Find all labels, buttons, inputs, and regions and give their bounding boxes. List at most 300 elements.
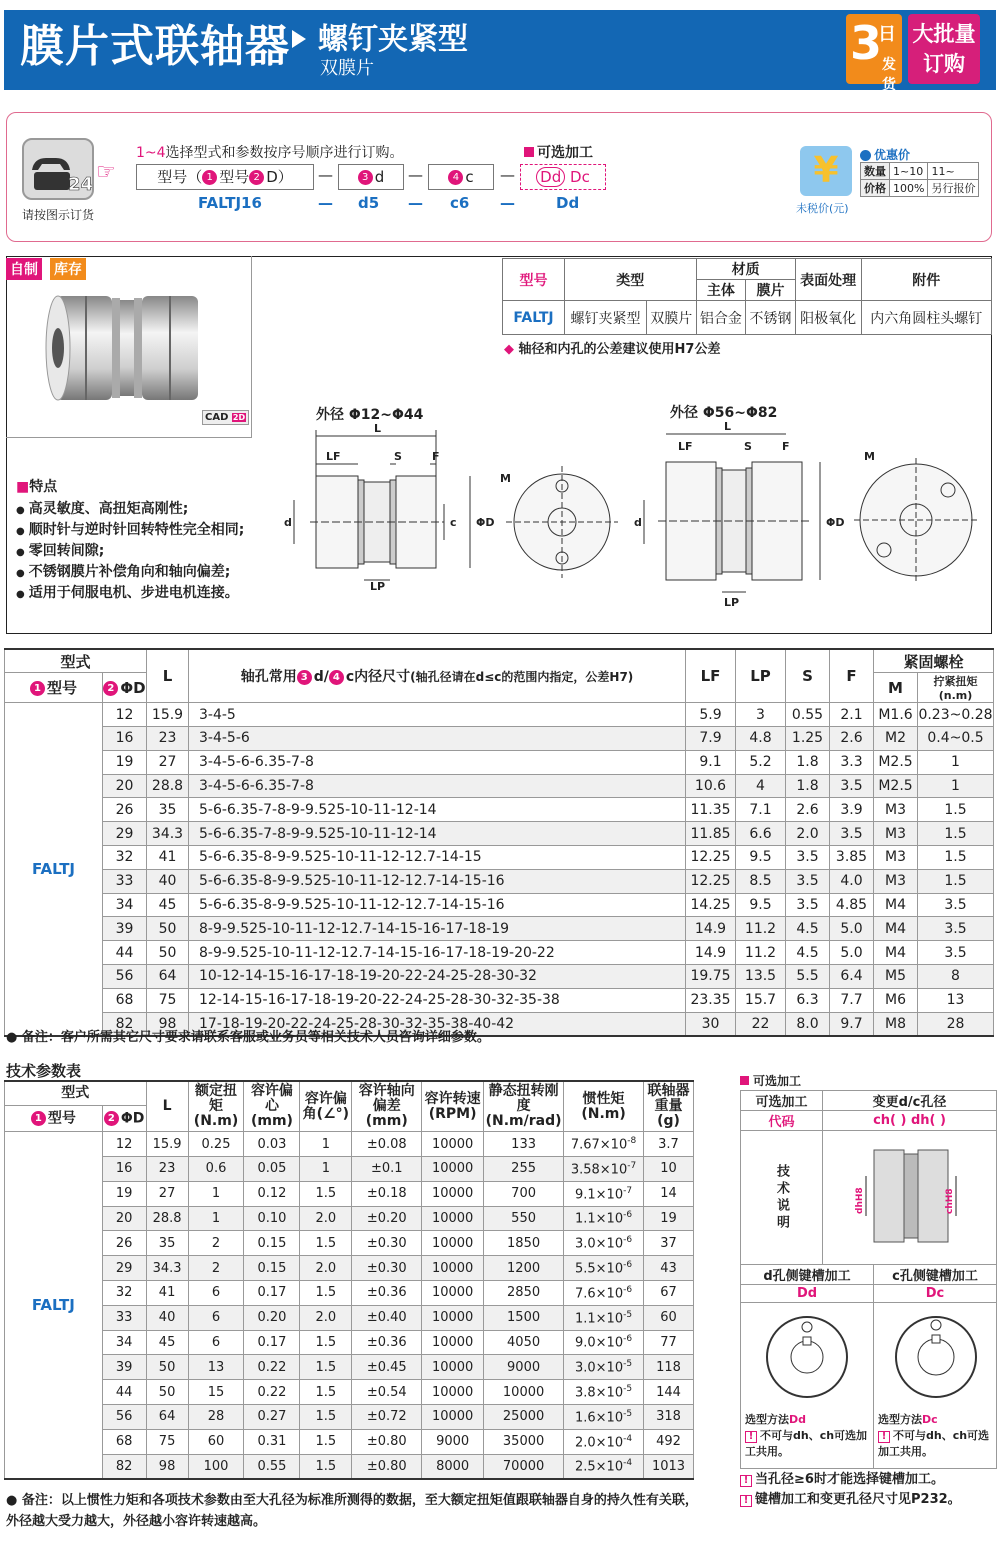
table-cell: 3-4-5 [189,703,686,727]
table-cell: 20 [103,774,147,798]
st-h-D [103,673,147,703]
drawing-large-title: 外径 Φ56~Φ82 [670,405,778,421]
warning-mark-icon: ! [745,1431,757,1443]
code-dash-1: — [318,194,333,212]
table-cell: 9.7 [830,1012,874,1036]
inertia-cell [564,1132,644,1157]
step-4-icon: 4 [448,170,463,185]
table-cell: 43 [644,1256,694,1281]
table-cell: 6 [188,1281,244,1306]
step-1-icon: 1 [31,1111,46,1126]
phone-24-icon [22,138,94,200]
warning-mark-icon: ! [740,1495,752,1507]
size-table-note: ● 备注：客户所需其它尺寸要求请联系客服或业务员等相关技术人员咨询详细参数。 [6,1030,490,1045]
opt-dc: Dc [570,168,590,186]
table-cell: 6.3 [786,988,830,1012]
table-cell: 1.5 [918,798,994,822]
price-title [860,146,910,163]
table-cell: 3.5 [918,941,994,965]
table-row [5,1380,694,1405]
features-title-text: 特点 [29,479,58,495]
code-dash-3: — [500,194,515,212]
ot-h-change: 变更d/c孔径 [823,1091,997,1111]
mt-film: 不锈钢 [746,301,796,335]
table-cell: 5-6-6.35-7-8-9-9.525-10-11-12-14 [189,822,686,846]
feature-item: ● 零回转间隙; [16,540,104,560]
table-cell: 33 [103,869,147,893]
table-cell: 5.0 [830,917,874,941]
table-cell: 16 [102,1157,146,1182]
step-2-icon: 2 [104,1111,119,1126]
inertia-exponent: -7 [627,1160,637,1171]
table-cell: 2 [188,1256,244,1281]
table-cell: 0.22 [244,1380,300,1405]
label-F-large: F [782,440,790,453]
table-cell: 19 [102,1181,146,1206]
table-cell: 11.35 [686,798,736,822]
st-h-form: 型式 [5,649,147,673]
table-cell: 1500 [484,1305,564,1330]
optional-table [740,1090,997,1469]
table-cell: 1.5 [300,1355,352,1380]
table-cell: 1.8 [786,750,830,774]
st-h-model [5,673,103,703]
inertia-exponent: -6 [623,1260,633,1271]
table-cell: 7.9 [686,727,736,751]
ot-tech-label: 技术说明 [741,1131,823,1265]
table-cell: 4.5 [786,917,830,941]
order-box-model [136,164,314,190]
inertia-cell [564,1405,644,1430]
table-cell: 5.2 [736,750,786,774]
ot-c-key: c孔侧键槽加工 [874,1265,997,1285]
inertia-exponent: -6 [623,1284,633,1295]
tt-h-model [5,1106,103,1132]
table-cell: 5-6-6.35-7-8-9-9.525-10-11-12-14 [189,798,686,822]
table-row [5,822,994,846]
table-cell: 67 [644,1281,694,1306]
label-S-large: S [744,440,752,453]
table-cell: 10-12-14-15-16-17-18-19-20-22-24-25-28-30-32 [189,965,686,989]
mt-h-surface: 表面处理 [795,259,861,301]
ot-change-code: ch( ) dh( ) [823,1111,997,1131]
price-unit-label: 未税价(元) [796,202,849,215]
st-h-LF: LF [686,649,736,703]
table-cell: 50 [146,1355,188,1380]
mt-h-film: 膜片 [746,280,796,301]
page-subtitle: 螺钉夹紧型 [318,22,468,57]
table-cell: 10000 [422,1380,484,1405]
box1-b: 型号 [219,168,250,186]
mt-type1: 螺钉夹紧型 [565,301,647,335]
mt-h-accessory: 附件 [861,259,991,301]
table-cell: M1.6 [874,703,918,727]
table-cell: 3.5 [918,893,994,917]
table-cell: 3-4-5-6-6.35-7-8 [189,750,686,774]
table-row [5,869,994,893]
table-row [5,1206,694,1231]
table-row [5,1355,694,1380]
table-cell: 0.27 [244,1405,300,1430]
tt-h-form: 型式 [5,1081,147,1106]
inertia-cell [564,1181,644,1206]
mt-model: FALTJ [503,301,565,335]
table-cell: 255 [484,1157,564,1182]
table-cell: 26 [103,798,147,822]
label-M-small: M [500,472,511,485]
inertia-exponent: -4 [623,1458,633,1469]
qty-1: 1~10 [890,163,928,180]
table-cell: 29 [103,822,147,846]
table-cell: 17-18-19-20-22-24-25-28-30-32-35-38-40-42 [189,1012,686,1036]
table-cell: 11.2 [736,917,786,941]
table-cell: 34 [103,893,147,917]
table-cell: 56 [102,1405,146,1430]
st-h-F: F [830,649,874,703]
table-cell: 4.0 [830,869,874,893]
table-cell: 98 [146,1454,188,1479]
tt-h-inertia: 惯性矩(N.m) [564,1081,644,1132]
table-cell: ±0.80 [352,1454,422,1479]
table-row [5,703,994,727]
table-row [5,1454,694,1479]
table-cell: 10000 [422,1330,484,1355]
table-cell: 15.9 [146,1132,188,1157]
table-cell: 10000 [422,1157,484,1182]
table-cell: 10000 [422,1206,484,1231]
table-cell: 10000 [422,1281,484,1306]
tt-h-speed: 容许转速(RPM) [422,1081,484,1132]
table-cell: 3.5 [918,917,994,941]
table-cell: 11.85 [686,822,736,846]
page-subtitle-2: 双膜片 [320,58,374,79]
st-h-bore-b: d/ [313,669,329,686]
qty-2: 11~ [928,163,979,180]
badge2-line2: 订购 [923,52,965,76]
table-cell: 7.7 [830,988,874,1012]
tt-h-L: L [146,1081,188,1132]
table-cell: 1.5 [300,1454,352,1479]
table-cell: 68 [103,988,147,1012]
table-cell: 7.1 [736,798,786,822]
table-cell: 3.5 [830,774,874,798]
mt-main: 铝合金 [696,301,746,335]
label-LF-small: LF [326,450,341,463]
table-row [5,1281,694,1306]
table-row [5,893,994,917]
code-dash-2: — [408,194,423,212]
table-cell: 28 [188,1405,244,1430]
dimension-drawings [280,420,992,620]
box1-a: 型号（ [157,168,203,186]
table-cell: 1.5 [918,822,994,846]
table-cell: 50 [147,917,189,941]
table-cell: 14.9 [686,917,736,941]
table-cell: 1850 [484,1231,564,1256]
box2-d: d [374,168,385,186]
inertia-exponent: -6 [623,1235,633,1246]
table-row [5,1231,694,1256]
table-cell: 0.31 [244,1429,300,1454]
table-cell: 13 [188,1355,244,1380]
inertia-cell [564,1305,644,1330]
table-cell: 39 [103,917,147,941]
table-cell: 2.0 [300,1256,352,1281]
label-L-large: L [724,420,732,433]
table-cell: 1.5 [300,1330,352,1355]
st-h-S: S [786,649,830,703]
ot-d-key: d孔侧键槽加工 [741,1265,874,1285]
bore-change-diagram [830,1136,990,1256]
feature-item: ● 高灵敏度、高扭矩高刚性; [16,498,188,518]
table-cell: 492 [644,1429,694,1454]
table-cell: 23.35 [686,988,736,1012]
table-cell: 0.15 [244,1231,300,1256]
st-h-D-text: ΦD [120,678,146,697]
ch-label: chH8 [944,1187,955,1214]
inertia-base: 9.0×10 [574,1335,624,1351]
table-cell: 12.25 [686,846,736,870]
table-cell: M2.5 [874,750,918,774]
inertia-cell [564,1355,644,1380]
code-opt: Dd [556,194,580,212]
table-cell: 2 [188,1231,244,1256]
table-cell: 10000 [422,1132,484,1157]
label-LP-small: LP [370,580,386,593]
table-cell: M2 [874,727,918,751]
label-F-small: F [432,450,440,463]
table-cell: 4.5 [786,941,830,965]
st-h-LP: LP [736,649,786,703]
inertia-base: 7.6×10 [574,1286,624,1302]
st-h-bore-a: 轴孔常用 [240,669,297,686]
table-cell: 35 [147,798,189,822]
instruction-text: 选择型式和参数按序号顺序进行订购。 [165,145,404,161]
inertia-cell [564,1256,644,1281]
tt-h-torque: 额定扭矩(N.m) [188,1081,244,1132]
tech-table [4,1080,694,1480]
table-cell: 16 [103,727,147,751]
table-cell: 8-9-9.525-10-11-12-12.7-14-15-16-17-18-19-20-22 [189,941,686,965]
table-cell: 12 [103,703,147,727]
optional-note-2-text: 键槽加工和变更孔径尺寸见P232。 [755,1492,961,1507]
table-cell: 44 [102,1380,146,1405]
table-cell: 27 [147,750,189,774]
table-row [5,1305,694,1330]
yuan-icon: ¥ [800,146,852,196]
table-row [5,798,994,822]
material-table [502,258,992,335]
table-cell: 6.6 [736,822,786,846]
table-cell: 0.12 [244,1181,300,1206]
inertia-base: 3.8×10 [574,1385,624,1401]
table-row [5,1429,694,1454]
code-c: c6 [450,194,470,212]
table-cell: 5-6-6.35-8-9-9.525-10-11-12-12.7-14-15-16 [189,869,686,893]
table-cell: 2.0 [786,822,830,846]
table-cell: 50 [147,941,189,965]
table-cell: ±0.30 [352,1256,422,1281]
table-cell: 2.0 [300,1206,352,1231]
inertia-base: 9.1×10 [574,1186,624,1202]
table-cell: 11.2 [736,941,786,965]
cad-badge[interactable]: CAD 2D [202,410,249,425]
inertia-exponent: -5 [623,1384,633,1394]
st-h-L: L [147,649,189,703]
price-label: 价格 [861,180,890,197]
table-cell: 10000 [422,1355,484,1380]
st-h-M: M [874,673,918,703]
table-cell: ±0.45 [352,1355,422,1380]
tt-h-axial: 容许轴向偏差(mm) [352,1081,422,1132]
table-row [5,846,994,870]
label-d-large: d [634,516,642,529]
table-cell: 0.20 [244,1305,300,1330]
table-cell: 35000 [484,1429,564,1454]
table-cell: 0.6 [188,1157,244,1182]
table-row [5,1181,694,1206]
table-cell: 28.8 [146,1206,188,1231]
inertia-exponent: -5 [623,1408,633,1419]
table-cell: 1.5 [300,1281,352,1306]
inertia-cell [564,1157,644,1182]
order-box-d [338,164,404,190]
table-cell: 37 [644,1231,694,1256]
tt-h-angle: 容许偏角(∠°) [300,1081,352,1132]
label-M-large: M [864,450,875,463]
table-cell: 82 [102,1454,146,1479]
price-2: 另行报价 [928,180,979,197]
order-box-optional [520,164,606,190]
ot-code-dc: Dc [874,1285,997,1303]
table-cell: 33 [102,1305,146,1330]
table-cell: 60 [644,1305,694,1330]
table-cell: 100 [188,1454,244,1479]
table-cell: 118 [644,1355,694,1380]
table-cell: 60 [188,1429,244,1454]
table-cell: 4.85 [830,893,874,917]
table-cell: 0.4~0.5 [918,727,994,751]
table-cell: 2850 [484,1281,564,1306]
table-cell: 0.25 [188,1132,244,1157]
table-cell: 64 [146,1405,188,1430]
table-cell: 12-14-15-16-17-18-19-20-22-24-25-28-30-32-35-38 [189,988,686,1012]
optional-note-1 [740,1468,944,1487]
instruction-num: 1~4 [136,145,166,161]
dash-1: — [318,166,333,184]
feature-item: ● 不锈钢膜片补偿角向和轴向偏差; [16,561,230,581]
table-cell: M3 [874,869,918,893]
table-cell: 1.5 [300,1405,352,1430]
table-cell: 1.5 [918,869,994,893]
st-h-torque: 拧紧扭矩(n.m) [918,673,994,703]
inertia-base: 7.67×10 [570,1137,628,1153]
inertia-base: 2.5×10 [574,1459,624,1475]
table-cell: 3.85 [830,846,874,870]
table-cell: 1 [918,774,994,798]
table-cell: 14 [644,1181,694,1206]
keyway-d-diagram [745,1307,869,1407]
step-2-icon: 2 [103,681,118,696]
order-instruction [136,142,404,162]
table-cell: 14.9 [686,941,736,965]
table-row [5,988,994,1012]
label-LP-large: LP [724,596,740,609]
table-cell: 8.5 [736,869,786,893]
table-cell: 10000 [422,1405,484,1430]
table-cell: 8 [918,965,994,989]
table-cell: M4 [874,893,918,917]
table-cell: ±0.36 [352,1330,422,1355]
label-D-small: ΦD [476,516,495,529]
size-table [4,648,994,1037]
price-table [860,162,979,197]
table-cell: 8-9-9.525-10-11-12-12.7-14-15-16-17-18-19 [189,917,686,941]
dash-2: — [408,166,423,184]
inertia-exponent: -4 [623,1433,633,1444]
table-cell: 19.75 [686,965,736,989]
dh-label: dhH8 [854,1186,865,1214]
ot-h-opt: 可选加工 [741,1091,823,1111]
inertia-cell [564,1429,644,1454]
table-cell: 3.9 [830,798,874,822]
table-cell: 1 [300,1132,352,1157]
optional-note-1-text: 当孔径≥6时才能选择键槽加工。 [755,1472,944,1487]
table-cell: 2.1 [830,703,874,727]
table-cell: 9000 [422,1429,484,1454]
table-cell: 10000 [484,1380,564,1405]
table-row [5,1132,694,1157]
tech-table-title: 技术参数表 [6,1062,82,1080]
table-cell: 1013 [644,1454,694,1479]
table-cell: M3 [874,798,918,822]
table-cell: 2.6 [830,727,874,751]
mt-h-material: 材质 [696,259,795,280]
inertia-base: 1.1×10 [574,1211,624,1227]
table-cell: 77 [644,1330,694,1355]
table-cell: 82 [103,1012,147,1036]
badge-ship: 发货 [882,57,896,93]
tech-table-note: ● 备注：以上惯性力矩和各项技术参数由至大孔径为标准所测得的数据，至大额定扭矩值跟联轴器自身的持久性有关联，外径越大受力越大，外径越小容许转速越高。 [6,1493,698,1529]
order-box-c [428,164,494,190]
table-cell: 40 [146,1305,188,1330]
table-cell: 32 [103,846,147,870]
table-cell: 68 [102,1429,146,1454]
table-cell: 0.22 [244,1355,300,1380]
warning-mark-icon: ! [878,1431,890,1443]
ot-dc-method-b: Dc [922,1413,938,1426]
phone-label: 请按图示订货 [22,208,95,222]
table-row [5,1405,694,1430]
table-cell: 44 [103,941,147,965]
table-cell: ±0.18 [352,1181,422,1206]
inertia-base: 2.0×10 [574,1434,624,1450]
inertia-cell [564,1281,644,1306]
table-cell: 10000 [422,1231,484,1256]
table-cell: 318 [644,1405,694,1430]
code-d: d5 [358,194,380,212]
table-row [5,1256,694,1281]
keyway-c-diagram [878,1307,992,1407]
table-cell: 98 [147,1012,189,1036]
table-cell: 0.03 [244,1132,300,1157]
table-cell: 1.5 [300,1181,352,1206]
table-cell: 0.15 [244,1256,300,1281]
table-cell: M5 [874,965,918,989]
badge-day: 日 [878,24,896,45]
ot-dd-cell [741,1303,874,1469]
label-LF-large: LF [678,440,693,453]
